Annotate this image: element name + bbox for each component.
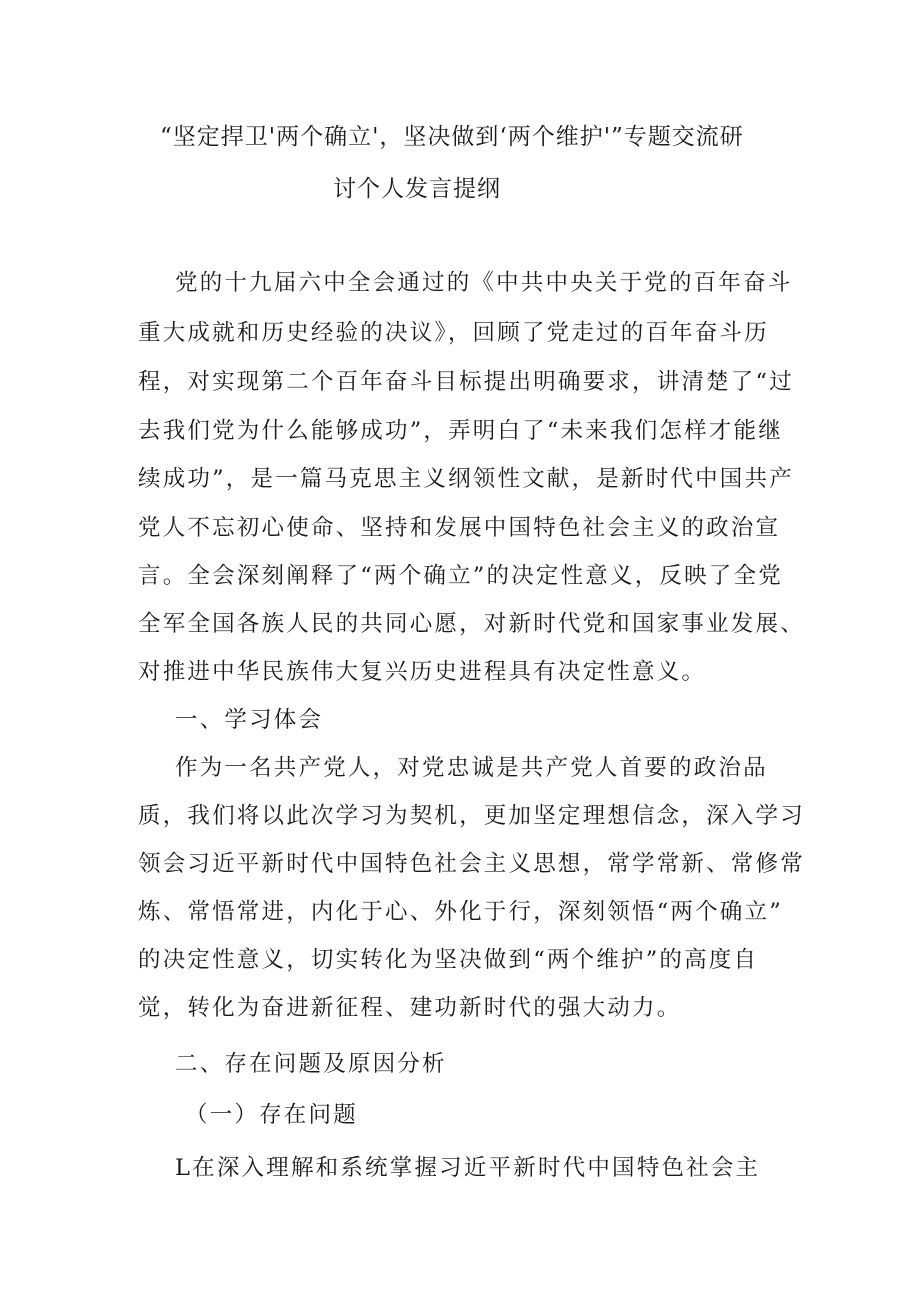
intro-paragraph-line: 党的十九届六中全会通过的《中共中央关于党的百年奋斗 xyxy=(175,270,793,296)
section-heading-problems: 二、存在问题及原因分析 xyxy=(175,1051,447,1077)
intro-paragraph-line: 对推进中华民族伟大复兴历史进程具有决定性意义。 xyxy=(138,659,707,685)
intro-paragraph-line: 去我们党为什么能够成功”，弄明白了“未来我们怎样才能继 xyxy=(138,418,783,444)
intro-paragraph-line: 党人不忘初心使命、坚持和发展中国特色社会主义的政治宣 xyxy=(138,515,781,541)
problem-item-1: L在深入理解和系统掌握习近平新时代中国特色社会主 xyxy=(175,1155,761,1181)
section1-paragraph-line: 作为一名共产党人，对党忠诚是共产党人首要的政治品 xyxy=(175,755,768,781)
document-title-line-1: “坚定捍卫'两个确立'，坚决做到‘两个维护'”专题交流研 xyxy=(160,124,744,150)
section1-paragraph-line: 觉，转化为奋进新征程、建功新时代的强大动力。 xyxy=(138,995,682,1021)
section1-paragraph-line: 质，我们将以此次学习为契机，更加坚定理想信念，深入学习 xyxy=(138,803,805,829)
intro-paragraph-line: 重大成就和历史经验的决议》，回顾了党走过的百年奋斗历 xyxy=(138,320,769,346)
section1-paragraph-line: 的决定性意义，切实转化为坚决做到“两个维护”的高度自 xyxy=(138,947,759,973)
subsection-heading-problems: （一）存在问题 xyxy=(185,1102,358,1128)
document-title-line-2: 讨个人发言提纲 xyxy=(333,176,501,202)
section-heading-study: 一、学习体会 xyxy=(175,707,324,733)
section1-paragraph-line: 领会习近平新时代中国特色社会主义思想，常学常新、常修常 xyxy=(138,851,805,877)
intro-paragraph-line: 程，对实现第二个百年奋斗目标提出明确要求，讲清楚了“过 xyxy=(138,369,794,395)
intro-paragraph-line: 续成功”，是一篇马克思主义纲领性文献，是新时代中国共产 xyxy=(138,466,794,492)
section1-paragraph-line: 炼、常悟常进，内化于心、外化于行，深刻领悟“两个确立” xyxy=(138,899,783,925)
intro-paragraph-line: 全军全国各族人民的共同心愿，对新时代党和国家事业发展、 xyxy=(138,611,805,637)
intro-paragraph-line: 言。全会深刻阐释了“两个确立”的决定性意义，反映了全党 xyxy=(138,563,783,589)
